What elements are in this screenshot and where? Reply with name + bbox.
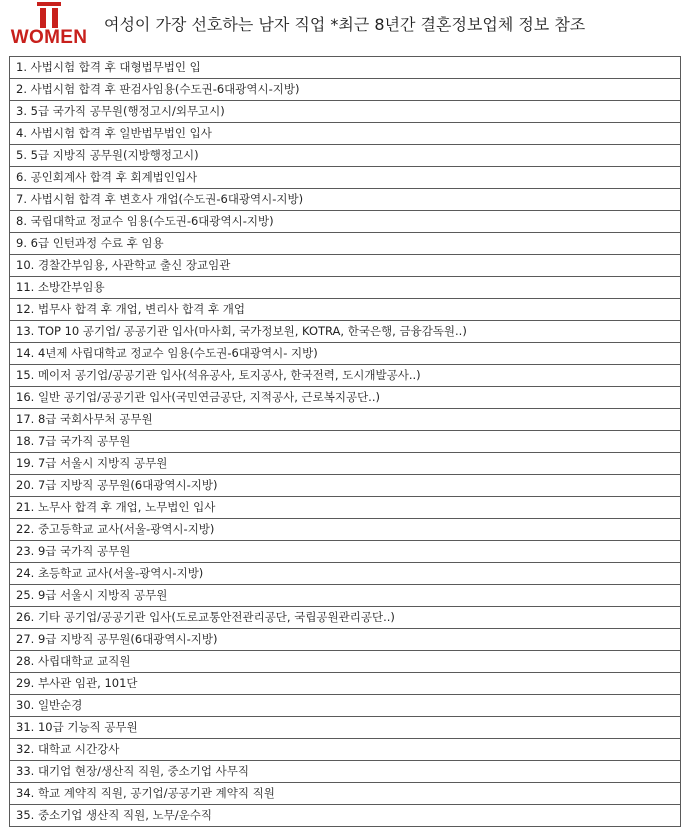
ranking-item: 26. 기타 공기업/공공기관 입사(도로교통안전관리공단, 국립공원관리공단..): [10, 607, 681, 629]
ranking-item: 17. 8급 국회사무처 공무원: [10, 409, 681, 431]
table-row: [10, 453, 681, 475]
job-ranking-body: [10, 57, 681, 827]
ranking-item: 5. 5급 지방직 공무원(지방행정고시): [10, 145, 681, 167]
table-row: [10, 255, 681, 277]
table-row: [10, 585, 681, 607]
ranking-item: 11. 소방간부임용: [10, 277, 681, 299]
ranking-item: 3. 5급 국가직 공무원(행정고시/외무고시): [10, 101, 681, 123]
ranking-item: 10. 경찰간부임용, 사관학교 출신 장교임관: [10, 255, 681, 277]
table-row: [10, 541, 681, 563]
table-row: [10, 233, 681, 255]
ranking-item: 22. 중고등학교 교사(서울-광역시-지방): [10, 519, 681, 541]
table-row: [10, 167, 681, 189]
women-logo: [6, 2, 92, 50]
table-row: [10, 79, 681, 101]
ranking-item: 6. 공인회계사 합격 후 회계법인입사: [10, 167, 681, 189]
table-row: [10, 497, 681, 519]
table-row: [10, 57, 681, 79]
table-row: [10, 321, 681, 343]
table-row: [10, 673, 681, 695]
table-row: [10, 805, 681, 827]
table-row: [10, 629, 681, 651]
ranking-item: 12. 법무사 합격 후 개업, 변리사 합격 후 개업: [10, 299, 681, 321]
ranking-item: 24. 초등학교 교사(서울-광역시-지방): [10, 563, 681, 585]
ranking-item: 14. 4년제 사립대학교 정교수 임용(수도권-6대광역시- 지방): [10, 343, 681, 365]
ranking-item: 23. 9급 국가직 공무원: [10, 541, 681, 563]
table-row: [10, 123, 681, 145]
table-row: [10, 783, 681, 805]
ranking-item: 27. 9급 지방직 공무원(6대광역시-지방): [10, 629, 681, 651]
table-row: [10, 651, 681, 673]
ranking-item: 28. 사립대학교 교직원: [10, 651, 681, 673]
ranking-item: 4. 사법시험 합격 후 일반법무법인 입사: [10, 123, 681, 145]
ranking-item: 15. 메이저 공기업/공공기관 입사(석유공사, 토지공사, 한국전력, 도시개발공사..): [10, 365, 681, 387]
logo-text: WOMEN: [10, 27, 88, 48]
ranking-item: 31. 10급 기능직 공무원: [10, 717, 681, 739]
table-row: [10, 365, 681, 387]
table-row: [10, 563, 681, 585]
ranking-item: 32. 대학교 시간강사: [10, 739, 681, 761]
table-row: [10, 475, 681, 497]
table-row: [10, 431, 681, 453]
table-row: [10, 299, 681, 321]
ranking-item: 9. 6급 인턴과정 수료 후 임용: [10, 233, 681, 255]
job-ranking-table: [9, 56, 681, 827]
table-row: [10, 101, 681, 123]
ranking-item: 21. 노무사 합격 후 개업, 노무법인 입사: [10, 497, 681, 519]
ranking-item: 18. 7급 국가직 공무원: [10, 431, 681, 453]
ranking-item: 13. TOP 10 공기업/ 공공기관 입사(마사회, 국가정보원, KOTRA, 한국은행, 금융감독원..): [10, 321, 681, 343]
table-row: [10, 387, 681, 409]
ranking-item: 20. 7급 지방직 공무원(6대광역시-지방): [10, 475, 681, 497]
table-row: [10, 519, 681, 541]
table-row: [10, 189, 681, 211]
table-row: [10, 761, 681, 783]
table-row: [10, 145, 681, 167]
table-row: [10, 343, 681, 365]
ranking-item: 34. 학교 계약직 직원, 공기업/공공기관 계약직 직원: [10, 783, 681, 805]
ranking-item: 7. 사법시험 합격 후 변호사 개업(수도권-6대광역시-지방): [10, 189, 681, 211]
table-row: [10, 277, 681, 299]
table-row: [10, 695, 681, 717]
ranking-item: 19. 7급 서울시 지방직 공무원: [10, 453, 681, 475]
ranking-item: 2. 사법시험 합격 후 판검사임용(수도권-6대광역시-지방): [10, 79, 681, 101]
table-row: [10, 607, 681, 629]
ranking-item: 35. 중소기업 생산직 직원, 노무/운수직: [10, 805, 681, 827]
table-row: [10, 211, 681, 233]
ranking-item: 30. 일반순경: [10, 695, 681, 717]
ranking-item: 8. 국립대학교 정교수 임용(수도권-6대광역시-지방): [10, 211, 681, 233]
ranking-item: 16. 일반 공기업/공공기관 입사(국민연금공단, 지적공사, 근로복지공단..): [10, 387, 681, 409]
page-title: 여성이 가장 선호하는 남자 직업 *최근 8년간 결혼정보업체 정보 참조: [104, 15, 586, 34]
table-row: [10, 717, 681, 739]
table-row: [10, 739, 681, 761]
logo-mark-icon: [37, 2, 61, 28]
page-header: [0, 0, 700, 56]
ranking-item: 33. 대기업 현장/생산직 직원, 중소기업 사무직: [10, 761, 681, 783]
ranking-item: 25. 9급 서울시 지방직 공무원: [10, 585, 681, 607]
ranking-item: 29. 부사관 임관, 101단: [10, 673, 681, 695]
table-row: [10, 409, 681, 431]
ranking-item: 1. 사법시험 합격 후 대형법무법인 입: [10, 57, 681, 79]
